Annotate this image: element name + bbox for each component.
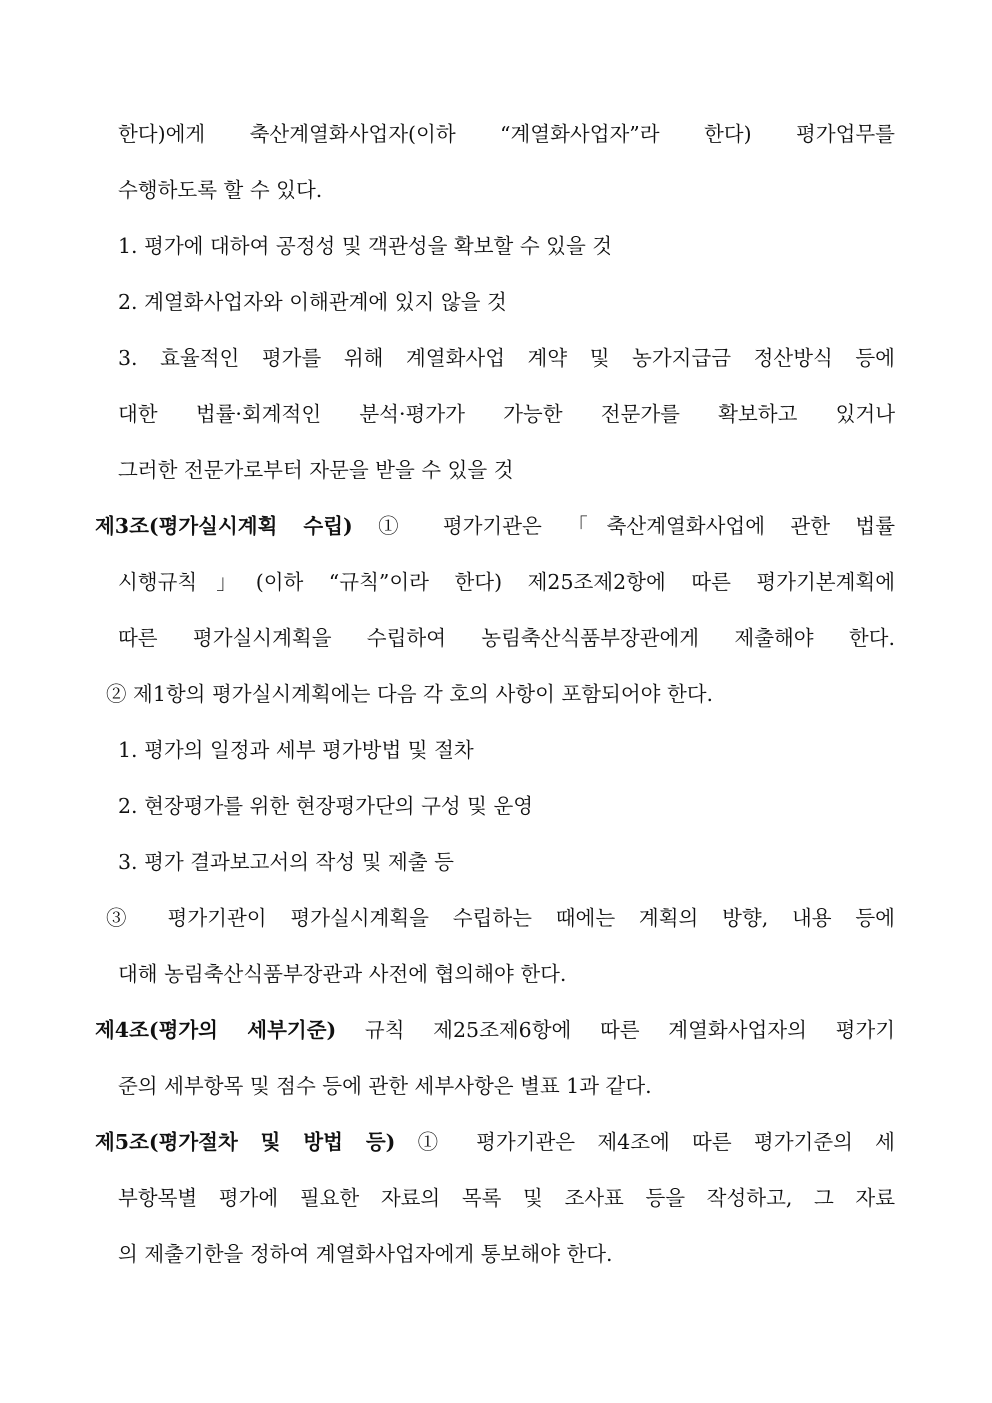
list-item: 2. 현장평가를 위한 현장평가단의 구성 및 운영 — [118, 794, 534, 818]
article-3-text: ① 평가기관은 「축산계열화사업에 관한 법률 — [352, 514, 895, 538]
list-item: 3. 효율적인 평가를 위해 계열화사업 계약 및 농가지급금 정산방식 등에 — [118, 346, 895, 370]
text-line: 준의 세부항목 및 점수 등에 관한 세부사항은 별표 1과 같다. — [118, 1074, 652, 1098]
article-3-heading: 제3조(평가실시계획 수립) — [95, 514, 353, 538]
text-line: 대한 법률·회계적인 분석·평가가 가능한 전문가를 확보하고 있거나 — [118, 402, 895, 426]
paragraph: ② 제1항의 평가실시계획에는 다음 각 호의 사항이 포함되어야 한다. — [106, 682, 714, 706]
text-line: 그러한 전문가로부터 자문을 받을 수 있을 것 — [118, 458, 514, 482]
text-line: 따른 평가실시계획을 수립하여 농림축산식품부장관에게 제출해야 한다. — [118, 626, 895, 650]
list-item: 1. 평가에 대하여 공정성 및 객관성을 확보할 수 있을 것 — [118, 234, 613, 258]
text-line: 대해 농림축산식품부장관과 사전에 협의해야 한다. — [118, 962, 567, 986]
list-item: 3. 평가 결과보고서의 작성 및 제출 등 — [118, 850, 454, 874]
paragraph: ③ 평가기관이 평가실시계획을 수립하는 때에는 계획의 방향, 내용 등에 — [106, 906, 895, 930]
article-5-first-line — [95, 1128, 895, 1156]
article-5-heading: 제5조(평가절차 및 방법 등) — [95, 1130, 396, 1154]
article-3-first-line — [95, 512, 895, 540]
text-line: 시행규칙」(이하 “규칙”이라 한다) 제25조제2항에 따른 평가기본계획에 — [118, 570, 895, 594]
list-item: 2. 계열화사업자와 이해관계에 있지 않을 것 — [118, 290, 507, 314]
article-4-first-line — [95, 1016, 895, 1044]
text-line: 의 제출기한을 정하여 계열화사업자에게 통보해야 한다. — [118, 1242, 613, 1266]
article-4-heading: 제4조(평가의 세부기준) — [95, 1018, 337, 1042]
text-line: 부항목별 평가에 필요한 자료의 목록 및 조사표 등을 작성하고, 그 자료 — [118, 1186, 895, 1210]
article-5-text: ① 평가기관은 제4조에 따른 평가기준의 세 — [395, 1130, 895, 1154]
article-4-text: 규칙 제25조제6항에 따른 계열화사업자의 평가기 — [336, 1018, 896, 1042]
text-line: 수행하도록 할 수 있다. — [118, 178, 323, 202]
text-line: 한다)에게 축산계열화사업자(이하 “계열화사업자”라 한다) 평가업무를 — [118, 122, 895, 146]
list-item: 1. 평가의 일정과 세부 평가방법 및 절차 — [118, 738, 474, 762]
